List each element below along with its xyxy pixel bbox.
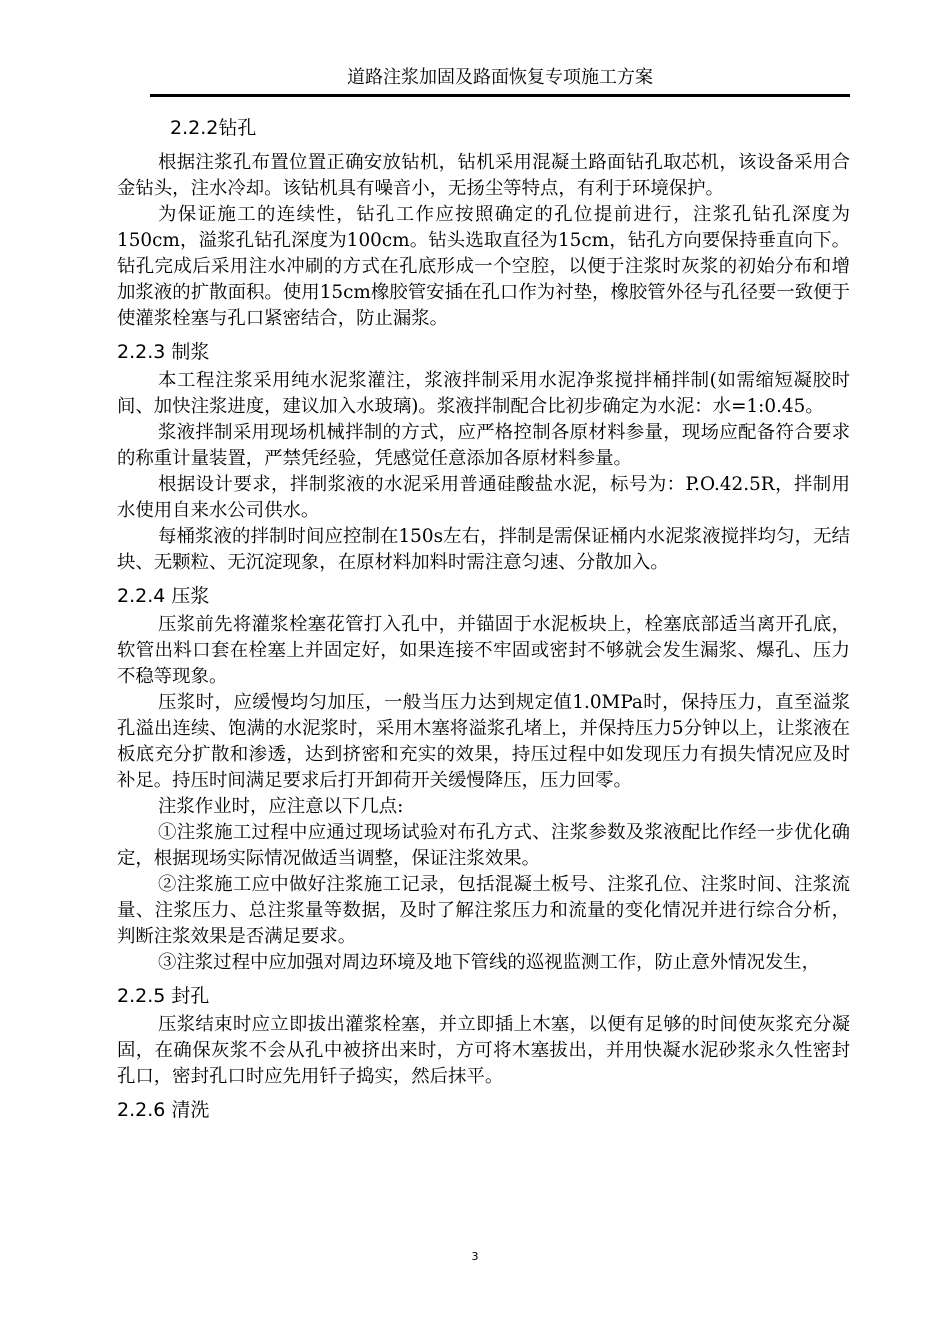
list-item: ③注浆过程中应加强对周边环境及地下管线的巡视监测工作，防止意外情况发生， [158,952,821,973]
document-body [117,108,850,1126]
paragraph: 压浆前先将灌浆栓塞花管打入孔中，并锚固于水泥板块上，栓塞底部适当离开孔底，软管出料口套在栓塞上并固定好，如果连接不牢固或密封不够就会发生漏浆、爆孔、压力不稳等现象。 [117,614,850,687]
header-divider [150,94,850,97]
section-heading: 2.2.6 清洗 [117,1099,210,1121]
paragraph: 压浆结束时应立即拔出灌浆栓塞，并立即插上木塞，以便有足够的时间使灰浆充分凝固，在确保灰浆不会从孔中被挤出来时，方可将木塞拔出，并用快凝水泥砂浆永久性密封孔口，密封孔口时应先用钎子捣实，然后抹平。 [117,1014,850,1087]
list-item: ②注浆施工应中做好注浆施工记录，包括混凝土板号、注浆孔位、注浆时间、注浆流量、注浆压力、总注浆量等数据，及时了解注浆压力和流量的变化情况并进行综合分析，判断注浆效果是否满足要求。 [117,874,850,947]
paragraph: 根据注浆孔布置位置正确安放钻机，钻机采用混凝土路面钻孔取芯机，该设备采用合金钻头，注水冷却。该钻机具有噪音小，无扬尘等特点，有利于环境保护。 [117,152,850,199]
section-heading: 2.2.2钻孔 [170,117,257,139]
paragraph: 每桶浆液的拌制时间应控制在150s左右，拌制是需保证桶内水泥浆液搅拌均匀，无结块、无颗粒、无沉淀现象，在原材料加料时需注意匀速、分散加入。 [117,526,850,573]
page-number: 3 [471,1250,479,1263]
section-heading: 2.2.3 制浆 [117,341,210,363]
list-item: ①注浆施工过程中应通过现场试验对布孔方式、注浆参数及浆液配比作经一步优化确定，根据现场实际情况做适当调整，保证注浆效果。 [117,822,850,869]
paragraph: 压浆时，应缓慢均匀加压，一般当压力达到规定值1.0MPa时，保持压力，直至溢浆孔溢出连续、饱满的水泥浆时，采用木塞将溢浆孔堵上，并保持压力5分钟以上，让浆液在板底充分扩散和渗透，达到挤密和充实的效果，持压过程中如发现压力有损失情况应及时补足。持压时间满足要求后打开卸荷开关缓慢降压，压力回零。 [117,692,850,791]
paragraph: 注浆作业时，应注意以下几点: [158,796,404,817]
section-heading: 2.2.5 封孔 [117,985,210,1007]
section-heading: 2.2.4 压浆 [117,585,210,607]
page-header-title: 道路注浆加固及路面恢复专项施工方案 [347,67,653,88]
paragraph: 为保证施工的连续性，钻孔工作应按照确定的孔位提前进行，注浆孔钻孔深度为150cm，溢浆孔钻孔深度为100cm。钻头选取直径为15cm，钻孔方向要保持垂直向下。钻孔完成后采用注水冲刷的方式在孔底形成一个空腔，以便于注浆时灰浆的初始分布和增加浆液的扩散面积。使用15cm橡胶管安插在孔口作为衬垫，橡胶管外径与孔径要一致便于使灌浆栓塞与孔口紧密结合，防止漏浆。 [117,204,850,329]
paragraph: 根据设计要求，拌制浆液的水泥采用普通硅酸盐水泥，标号为：P.O.42.5R，拌制用水使用自来水公司供水。 [117,474,850,521]
paragraph: 本工程注浆采用纯水泥浆灌注，浆液拌制采用水泥净浆搅拌桶拌制(如需缩短凝胶时间、加快注浆进度，建议加入水玻璃)。浆液拌制配合比初步确定为水泥：水=1:0.45。 [117,370,850,417]
paragraph: 浆液拌制采用现场机械拌制的方式，应严格控制各原材料参量，现场应配备符合要求的称重计量装置，严禁凭经验，凭感觉任意添加各原材料参量。 [117,422,850,469]
